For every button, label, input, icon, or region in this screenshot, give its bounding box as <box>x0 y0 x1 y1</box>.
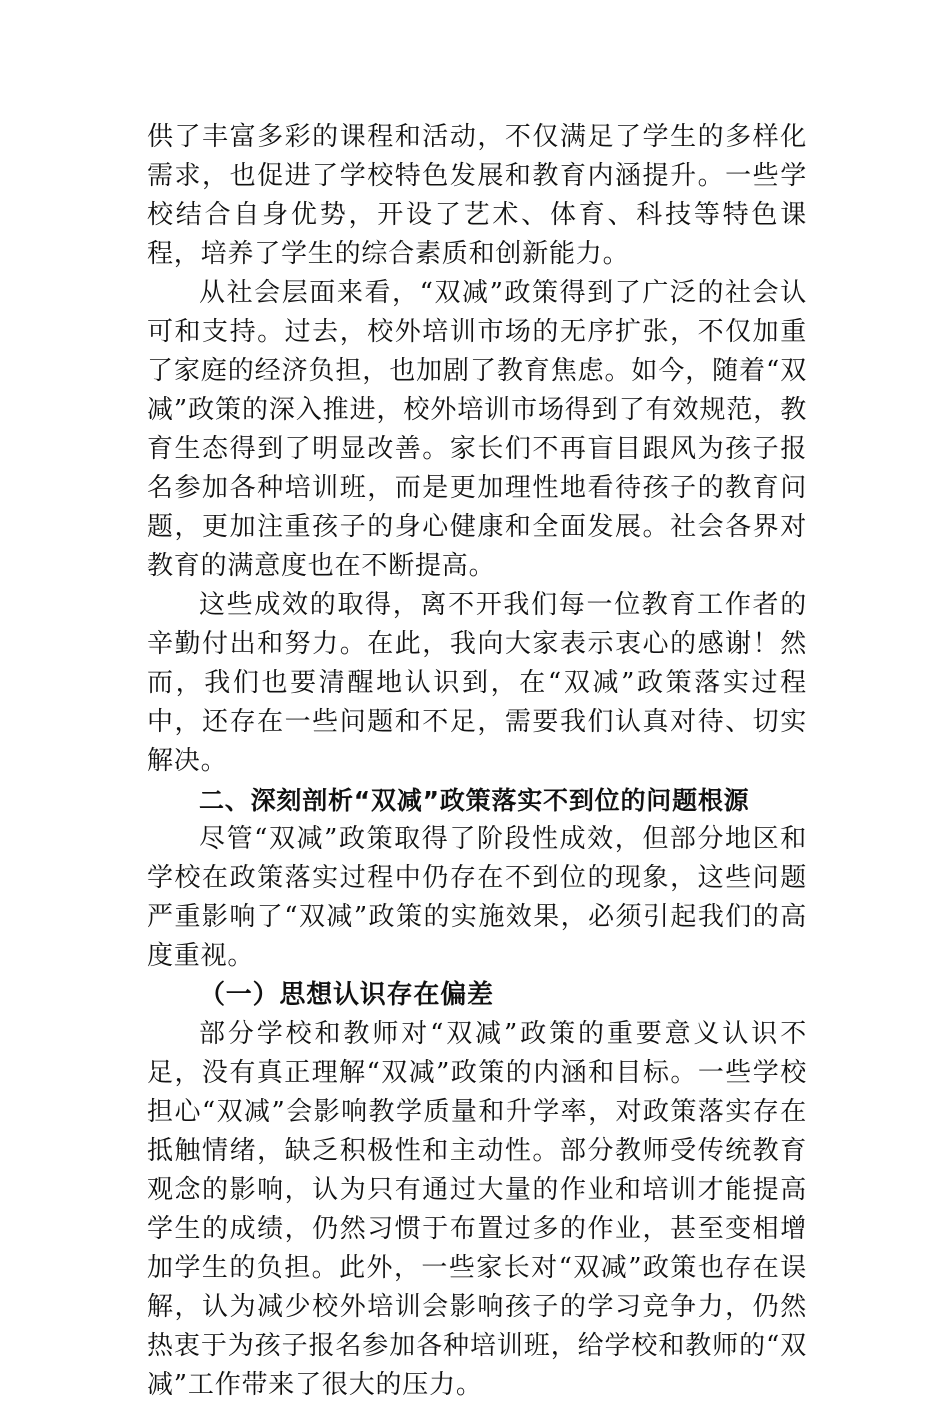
paragraph-social-impact: 从社会层面来看，“双减”政策得到了广泛的社会认可和支持。过去，校外培训市场的无序扩张，不仅加重了家庭的经济负担，也加剧了教育焦虑。如今，随着“双减”政策的深入推进，校外培训市场得到了有效规范，教育生态得到了明显改善。家长们不再盲目跟风为孩子报名参加各种培训班，而是更加理性地看待孩子的教育问题，更加注重孩子的身心健康和全面发展。社会各界对教育的满意度也在不断提高。 <box>147 278 807 581</box>
subsection-heading: （一）思想认识存在偏差 <box>199 980 494 1010</box>
paragraph-thinking-bias: 部分学校和教师对“双减”政策的重要意义认识不足，没有真正理解“双减”政策的内涵和目标。一些学校担心“双减”会影响教学质量和升学率，对政策落实存在抵触情绪，缺乏积极性和主动性。部分教师受传统教育观念的影响，认为只有通过大量的作业和培训才能提高学生的成绩，仍然习惯于布置过多的作业，甚至变相增加学生的负担。此外，一些家长对“双减”政策也存在误解，认为减少校外培训会影响孩子的学习竞争力，仍然热衷于为孩子报名参加各种培训班，给学校和教师的“双减”工作带来了很大的压力。 <box>147 1019 807 1400</box>
document-body <box>147 118 807 1405</box>
paragraph-problem-intro: 尽管“双减”政策取得了阶段性成效，但部分地区和学校在政策落实过程中仍存在不到位的现象，这些问题严重影响了“双减”政策的实施效果，必须引起我们的高度重视。 <box>147 824 807 971</box>
paragraph-acknowledgement: 这些成效的取得，离不开我们每一位教育工作者的辛勤付出和努力。在此，我向大家表示衷心的感谢！然而，我们也要清醒地认识到，在“双减”政策落实过程中，还存在一些问题和不足，需要我们认真对待、切实解决。 <box>147 590 807 776</box>
paragraph-continuation: 供了丰富多彩的课程和活动，不仅满足了学生的多样化需求，也促进了学校特色发展和教育内涵提升。一些学校结合自身优势，开设了艺术、体育、科技等特色课程，培养了学生的综合素质和创新能力。 <box>147 122 807 269</box>
section-heading: 二、深刻剖析“双减”政策落实不到位的问题根源 <box>199 786 750 815</box>
